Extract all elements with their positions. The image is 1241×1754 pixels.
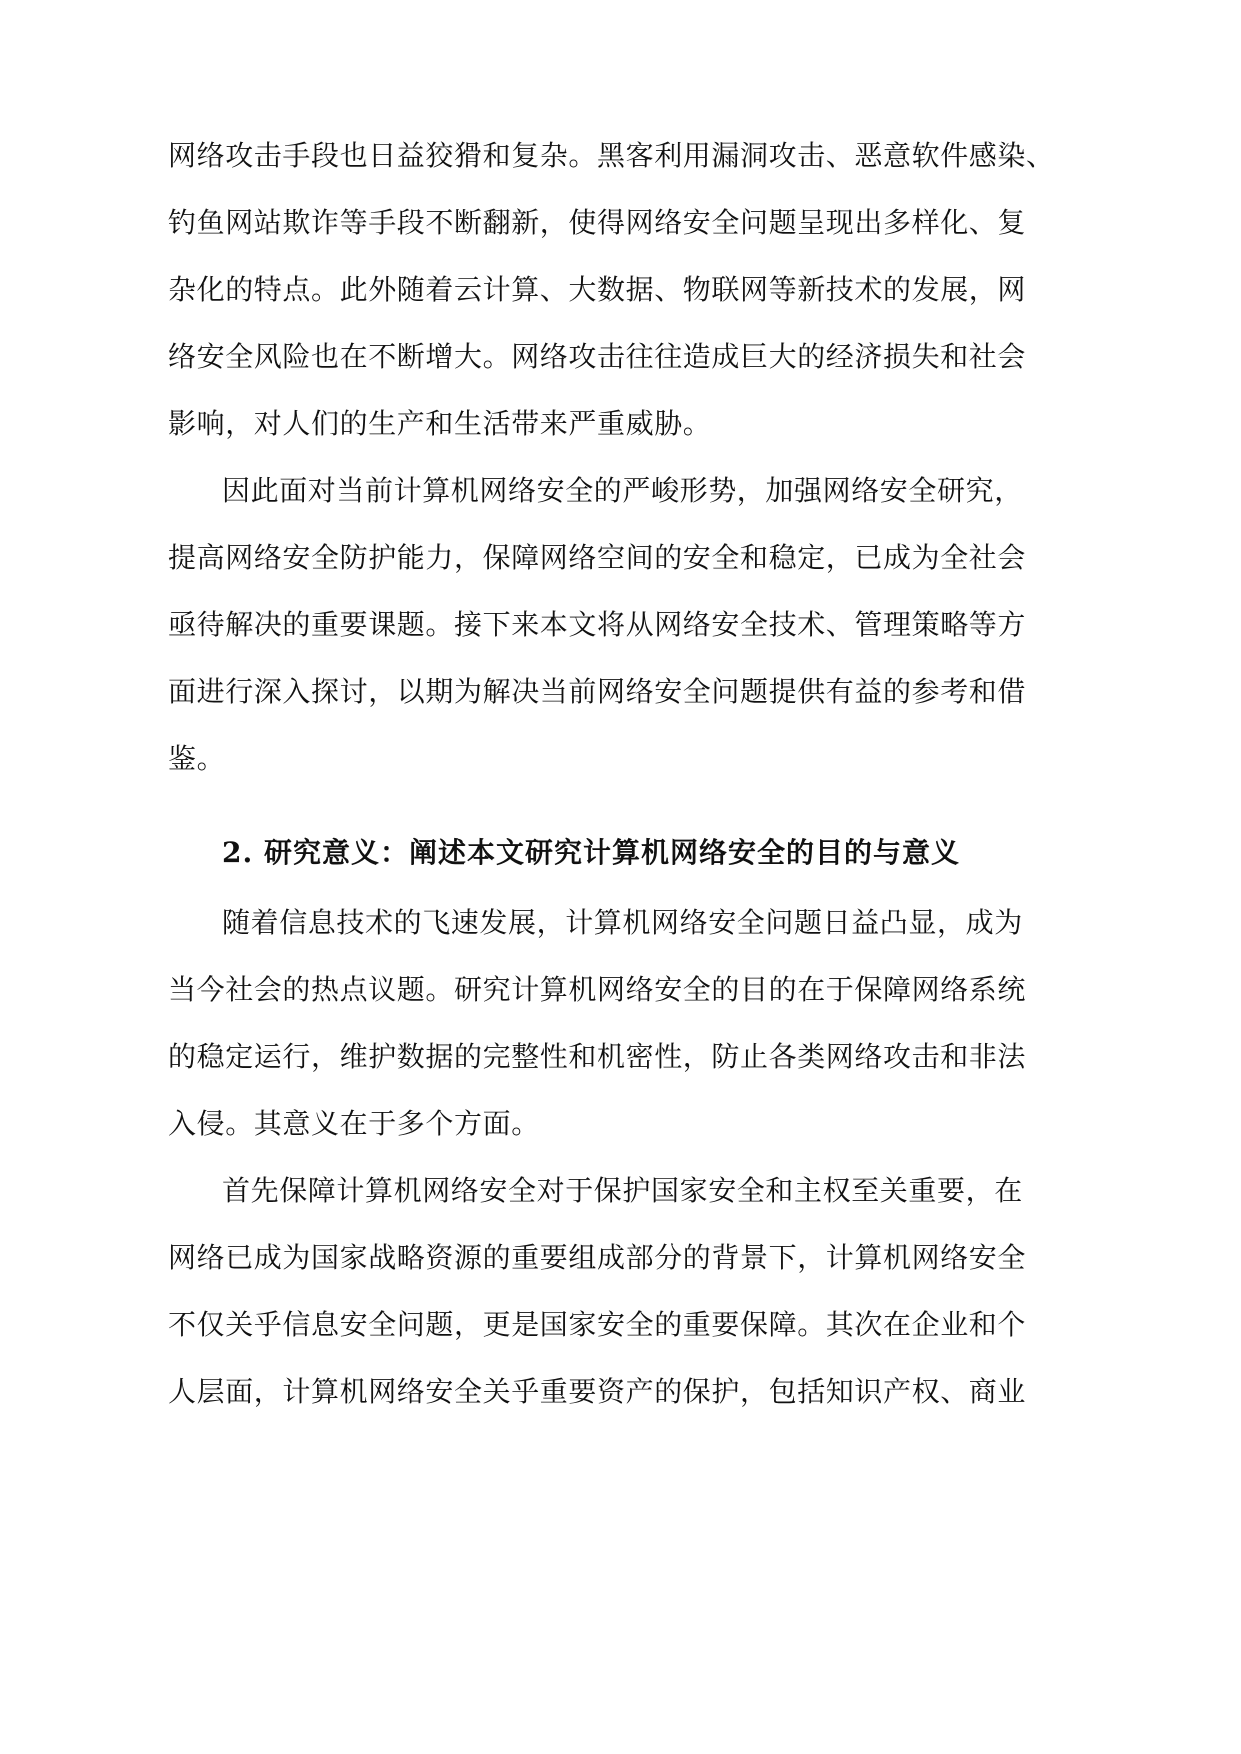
text-line: 影响，对人们的生产和生活带来严重威胁。 bbox=[168, 407, 712, 440]
text-line: 亟待解决的重要课题。接下来本文将从网络安全技术、管理策略等方 bbox=[168, 608, 1027, 641]
text-line: 杂化的特点。此外随着云计算、大数据、物联网等新技术的发展，网 bbox=[168, 273, 1027, 306]
text-line: 络安全风险也在不断增大。网络攻击往往造成巨大的经济损失和社会 bbox=[168, 340, 1027, 373]
text-line: 的稳定运行，维护数据的完整性和机密性，防止各类网络攻击和非法 bbox=[168, 1040, 1027, 1073]
text-line: 人层面，计算机网络安全关乎重要资产的保护，包括知识产权、商业 bbox=[168, 1375, 1027, 1408]
text-line: 提高网络安全防护能力，保障网络空间的安全和稳定，已成为全社会 bbox=[168, 541, 1027, 574]
text-line: 钓鱼网站欺诈等手段不断翻新，使得网络安全问题呈现出多样化、复 bbox=[168, 206, 1027, 239]
text-line: 当今社会的热点议题。研究计算机网络安全的目的在于保障网络系统 bbox=[168, 973, 1027, 1006]
text-line: 入侵。其意义在于多个方面。 bbox=[168, 1107, 540, 1140]
text-line: 网络已成为国家战略资源的重要组成部分的背景下，计算机网络安全 bbox=[168, 1241, 1027, 1274]
section-heading: 2. 研究意义：阐述本文研究计算机网络安全的目的与意义 bbox=[222, 836, 960, 869]
text-line: 鉴。 bbox=[168, 742, 226, 775]
text-line: 首先保障计算机网络安全对于保护国家安全和主权至关重要，在 bbox=[222, 1174, 1023, 1207]
text-line: 因此面对当前计算机网络安全的严峻形势，加强网络安全研究， bbox=[222, 474, 1023, 507]
text-line: 网络攻击手段也日益狡猾和复杂。黑客利用漏洞攻击、恶意软件感染、 bbox=[168, 139, 1055, 172]
text-line: 随着信息技术的飞速发展，计算机网络安全问题日益凸显，成为 bbox=[222, 906, 1023, 939]
text-line: 不仅关乎信息安全问题，更是国家安全的重要保障。其次在企业和个 bbox=[168, 1308, 1027, 1341]
text-line: 面进行深入探讨，以期为解决当前网络安全问题提供有益的参考和借 bbox=[168, 675, 1027, 708]
